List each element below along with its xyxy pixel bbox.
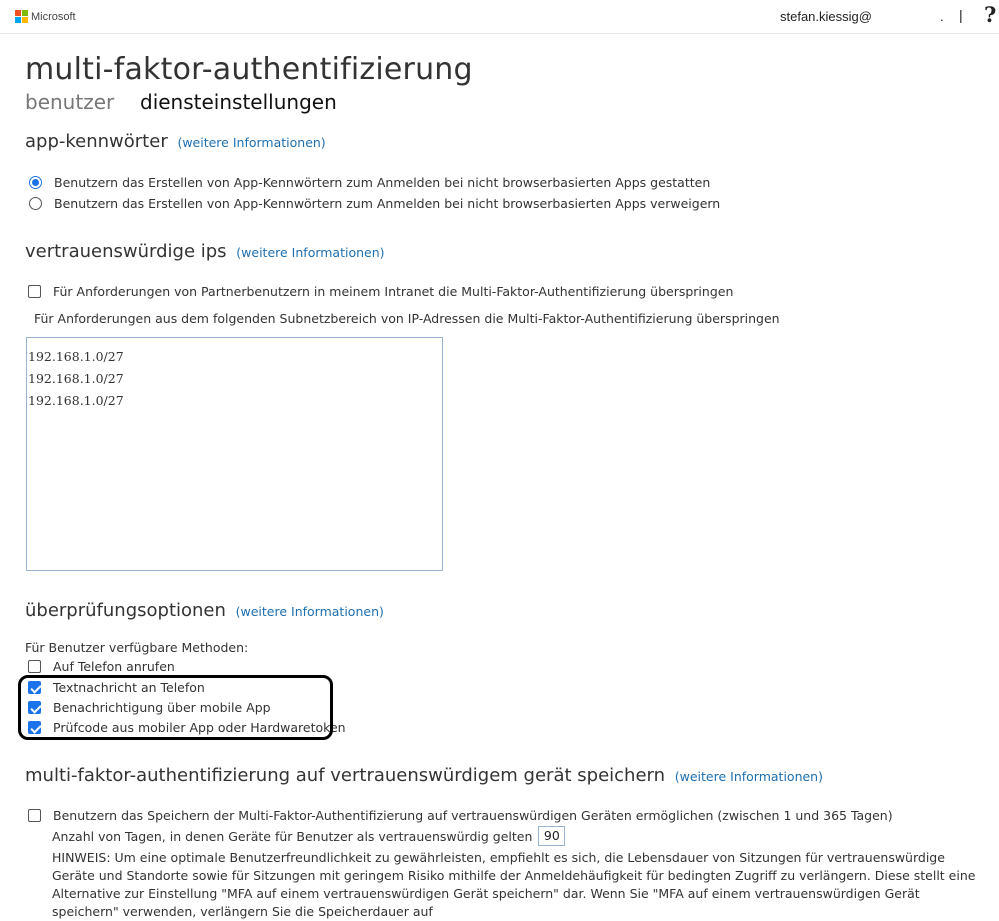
days-input[interactable]: 90 [538, 826, 565, 846]
days-label: Anzahl von Tagen, in denen Geräte für Benutzer als vertrauenswürdig gelten [52, 828, 533, 844]
trusted-ips-more-info-link[interactable]: (weitere Informationen) [236, 245, 385, 260]
app-passwords-deny-option[interactable] [29, 196, 720, 211]
app-passwords-deny-radio[interactable] [29, 197, 42, 210]
verification-heading [25, 600, 384, 621]
tab-diensteinstellungen[interactable]: diensteinstellungen [140, 90, 337, 114]
verification-more-info-link[interactable]: (weitere Informationen) [235, 604, 384, 619]
days-row [52, 826, 565, 846]
remember-device-title: multi-faktor-authentifizierung auf vertrauenswürdigem gerät speichern [25, 765, 666, 786]
remember-device-option[interactable] [28, 808, 893, 823]
microsoft-logo-icon [15, 10, 28, 23]
method-app-notification-label: Benachrichtigung über mobile App [53, 700, 271, 715]
subnet-entry: 192.168.1.0/27 [28, 393, 124, 408]
verification-title: überprüfungsoptionen [25, 600, 226, 621]
method-phone-call[interactable] [28, 659, 175, 674]
remember-device-label: Benutzern das Speichern der Multi-Faktor-Authentifizierung auf vertrauenswürdigen Geräten ermöglichen (zwischen 1 und 365 Tagen) [53, 808, 893, 823]
subnet-entry: 192.168.1.0/27 [28, 371, 124, 386]
intranet-skip-checkbox[interactable] [28, 285, 41, 298]
app-passwords-allow-radio[interactable] [29, 176, 42, 189]
app-passwords-more-info-link[interactable]: (weitere Informationen) [177, 135, 326, 150]
trusted-ips-title: vertrauenswürdige ips [25, 241, 227, 262]
method-phone-call-label: Auf Telefon anrufen [53, 659, 175, 674]
app-passwords-deny-label: Benutzern das Erstellen von App-Kennwörtern zum Anmelden bei nicht browserbasierten Apps verweigern [54, 196, 721, 211]
method-phone-call-checkbox[interactable] [28, 660, 41, 673]
tab-benutzer[interactable]: benutzer [25, 90, 115, 114]
top-bar [0, 0, 999, 34]
logo-text: Microsoft [31, 10, 76, 23]
subnet-label: Für Anforderungen aus dem folgenden Subnetzbereich von IP-Adressen die Multi-Faktor-Authentifizierung überspringen [34, 311, 780, 326]
remember-device-checkbox[interactable] [28, 809, 41, 822]
app-passwords-allow-option[interactable] [29, 175, 710, 190]
page-title: multi-faktor-authentifizierung [25, 52, 473, 87]
remember-device-heading [25, 765, 823, 786]
user-domain-dot: . [940, 9, 944, 24]
method-verification-code-label: Prüfcode aus mobiler App oder Hardwaretoken [53, 720, 346, 735]
intranet-skip-label: Für Anforderungen von Partnerbenutzern in meinem Intranet die Multi-Faktor-Authentifizierung überspringen [53, 284, 734, 299]
microsoft-logo[interactable] [15, 10, 76, 23]
help-icon[interactable]: ? [984, 2, 997, 27]
subnet-textarea[interactable] [26, 337, 443, 571]
methods-label: Für Benutzer verfügbare Methoden: [25, 640, 249, 655]
header-separator: | [959, 7, 963, 23]
app-passwords-heading [25, 131, 326, 152]
trusted-ips-heading [25, 241, 385, 262]
app-passwords-title: app-kennwörter [25, 131, 168, 152]
intranet-skip-option[interactable] [28, 284, 733, 299]
remember-device-more-info-link[interactable]: (weitere Informationen) [674, 769, 823, 784]
subnet-entry: 192.168.1.0/27 [28, 349, 124, 364]
method-text-message-label: Textnachricht an Telefon [53, 680, 205, 695]
user-account[interactable]: stefan.kiessig@ [780, 9, 872, 24]
highlight-annotation-box [18, 675, 333, 740]
hint-note: HINWEIS: Um eine optimale Benutzerfreundlichkeit zu gewährleisten, empfiehlt es sich, die Lebensdauer von Sitzungen für vertrauenswürdige Geräte und Standorte sowie für Sitzungen mit geringem Risiko mithilfe der Anmeldehäufigkeit für bedingten Zugriff zu verlängern. Diese stellt eine Alternative zur Einstellung "MFA auf einem vertrauenswürdigen Gerät speichern" dar. Wenn Sie "MFA auf einem vertrauenswürdigen Gerät speichern" verwenden, verlängern Sie die Speicherdauer auf [52, 850, 976, 919]
app-passwords-allow-label: Benutzern das Erstellen von App-Kennwörtern zum Anmelden bei nicht browserbasierten Apps gestatten [54, 175, 711, 190]
